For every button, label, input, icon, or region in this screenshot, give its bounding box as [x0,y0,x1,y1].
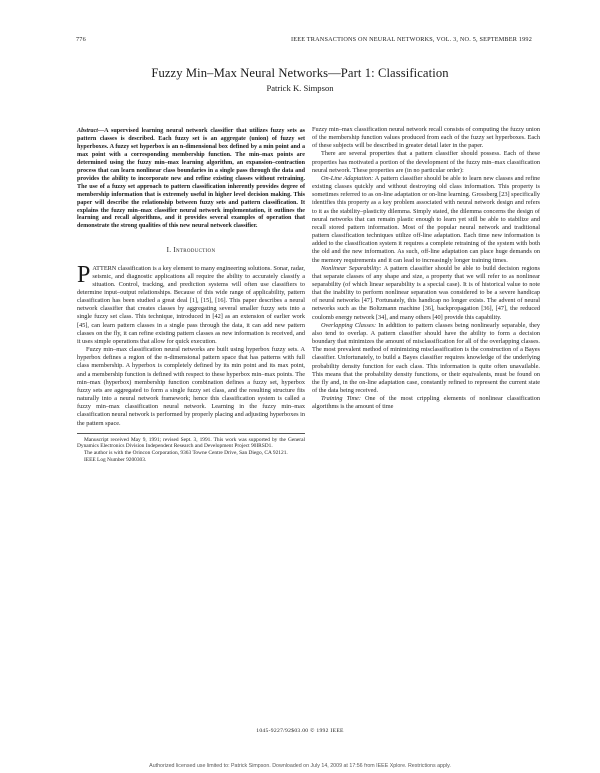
overlapping-classes-heading: Overlapping Classes: [321,321,377,329]
online-adaptation-heading: On-Line Adaptation: [321,174,374,182]
overlapping-classes-text: In addition to pattern classes being nonlinearly separable, they also tend to overlap. A pattern classifier should have the ability to form a decision boundary that minimizes the amount of misclassification for all of the overlapping classes. The most prevalent method of minimizing misclassification is the construction of a Bayes classifier. Unfortunately, to build a Bayes classifier requires knowledge of the underlying probability density function for each class. This information is quite often unavailable. This means that the probability density functions, or their equivalents, must be found on the fly and, in the on-line adaptation case, constantly refined to represent the current state of the data being received. [312,321,540,394]
paper-author: Patrick K. Simpson [266,83,334,93]
section-heading: I. Introduction [166,246,216,255]
footnote-log-number: IEEE Log Number 9200303. [84,456,147,463]
training-time-text: One of the most crippling elements of nonlinear classification algorithms is the amount of time [312,395,540,411]
intro-text-1: classification is a key element to many engineering solutions. Sonar, radar, seismic, and diagnostic applications all require the ability to accurately classify a situation. Control, tracking, and prediction systems will often use classifiers to determine input–output relationships. Because of this wide range of applicability, pattern classification has been studied a great deal [1], [15], [16]. This paper describes a neural network classifier that creates classes by aggregating several smaller fuzzy sets into a single fuzzy set class. This technique, introduced in [42] as an extension of earlier work [45], can learn pattern classes in a single pass through the data, it can add new pattern classes on the fly, it can refine existing pattern classes as new information is received, and it uses simple operations that allow for quick execution. [77,264,305,345]
training-time-paragraph [312,395,540,411]
page-number: 776 [76,36,86,43]
right-column [312,126,540,411]
nonlinear-separability-heading: Nonlinear Separability: [321,264,382,272]
abstract-lead: Abstract [77,128,98,134]
right-paragraph-2: There are several properties that a pattern classifier should possess. Each of these properties has motivated a portion of the development of the fuzzy min–max classification neural network. These properties are (in no particular order): [312,150,540,174]
training-time-heading: Training Time: [321,395,361,403]
license-notice: Authorized licensed use limited to: Patrick Simpson. Downloaded on July 14, 2009 at 17:56 from IEEE Xplore. Restrictions apply. [149,763,451,769]
intro-paragraph-1 [77,261,305,347]
abstract-text: —A supervised learning neural network classifier that utilizes fuzzy sets as pattern classes is described. Each fuzzy set is an aggregate (union) of fuzzy set hyperboxes. A fuzzy set hyperbox is an n-dimensional box defined by a min point and a max point with a corresponding membership function. The min–max points are determined using the fuzzy min–max learning algorithm, an expansion–contraction process that can learn nonlinear class boundaries in a single pass through the data and provides the ability to incorporate new and refine existing classes without retraining. The use of a fuzzy set approach to pattern classification inherently provides degree of membership information that is extremely useful in higher level decision making. This paper will describe the relationship between fuzzy sets and pattern classification. It explains the fuzzy min–max classifier neural network implementation, it outlines the learning and recall algorithms, and it provides several examples of operation that demonstrate the strong qualities of this new neural network classifier. [77,128,305,230]
footnote-manuscript: Manuscript received May 9, 1991; revised Sept. 3, 1991. This work was supported by the General Dynamics Electronics Division Independent Research and Development Project 90IRSD1. [77,436,305,450]
online-adaptation-paragraph [312,175,540,265]
online-adaptation-text: A pattern classifier should be able to learn new classes and refine existing classes quickly and without destroying old class information. This property is sometimes referred to as on-line adaptation or on-line learning. Grossberg [23] specifically identifies this property as a key problem associated with neural network design and refers to it as the stability–plasticity dilemma. Simply stated, the dilemma concerns the design of neural networks that can remain plastic enough to learn yet still be able to stabilize and recall stored pattern information. Most of the popular neural network and traditional pattern classification techniques utilize off-line adaptation. Each time new information is added to the classification system it requires a complete retraining of the system with both the old and the new information. As such, off-line adaptation can place huge demands on the memory requirements and it can lead to increasingly longer training times. [312,174,541,264]
intro-paragraph-2: Fuzzy min–max classification neural networks are built using hyperbox fuzzy sets. A hyperbox defines a region of the n-dimensional pattern space that has patterns with full class membership. A hyperbox is completely defined by its min point and its max point, and a membership function is defined with respect to these hyperbox min–max points. The min–max (hyperbox) membership function combination defines a fuzzy set, hyperbox fuzzy sets are aggregated to form a single fuzzy set class, and the resulting structure fits naturally into a neural network framework; hence this classification system is called a fuzzy min–max classification neural network. Learning in the fuzzy min–max classification neural network is performed by properly placing and adjusting hyperboxes in the pattern space. [77,346,305,427]
right-paragraph-1: Fuzzy min–max classification neural network recall consists of computing the fuzzy union of the membership function values produced from each of the fuzzy set hyperboxes. Each of these subjects will be described in greater detail later in the paper. [312,126,540,150]
abstract [77,128,305,231]
paper-title: Fuzzy Min–Max Neural Networks—Part 1: Classification [151,66,449,80]
running-header [76,36,532,48]
nonlinear-separability-text: A pattern classifier should be able to build decision regions that separate classes of any shape and size, a property that we will refer to as nonlinear separability (of which linear separability is a special case). It is of historical value to note that the inability to perform nonlinear separation was considered to be a severe handicap of neural networks [47]. Fortunately, this handicap no longer exists. The advent of neural networks such as the Boltzmann machine [36], backpropagation [36], [47], the reduced coulomb energy network [34], and many others [40] provide this capability. [312,264,540,321]
drop-cap: P [77,261,91,288]
left-column [77,128,305,463]
footnotes [77,433,305,464]
nonlinear-separability-paragraph [312,265,540,322]
footnote-affiliation: The author is with the Orincon Corporation, 9363 Towne Centre Drive, San Diego, CA 92121. [84,450,288,457]
intro-first-word: ATTERN [92,264,117,272]
copyright-code: 1045-9227/92$03.00 © 1992 IEEE [256,728,344,734]
journal-title: IEEE TRANSACTIONS ON NEURAL NETWORKS, VOL. 3, NO. 5, SEPTEMBER 1992 [290,36,532,43]
overlapping-classes-paragraph [312,322,540,395]
